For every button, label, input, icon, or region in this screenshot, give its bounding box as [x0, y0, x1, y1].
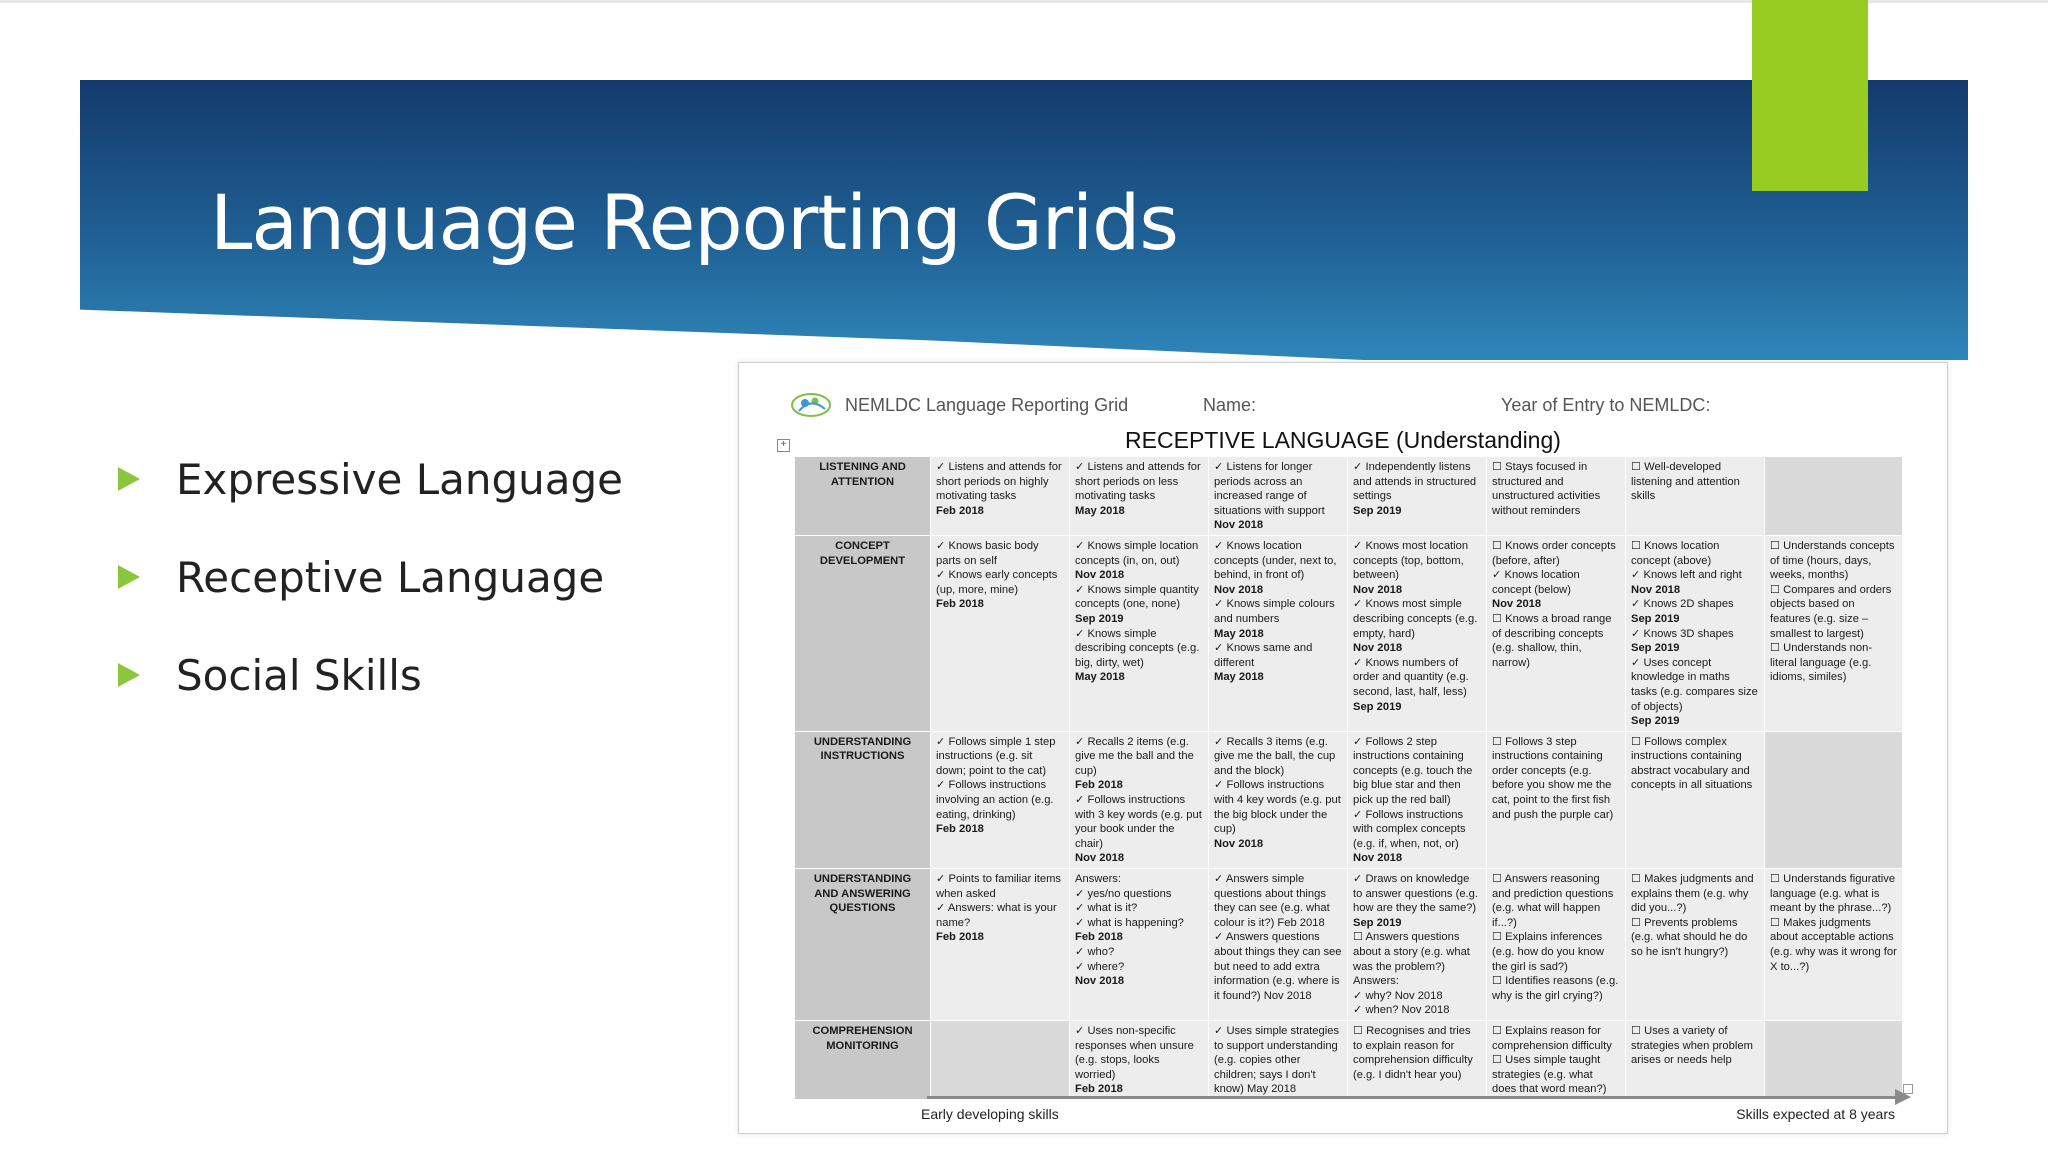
achieved-date: Nov 2018	[1075, 569, 1125, 582]
grid-cell[interactable]	[1209, 869, 1348, 1021]
achieved-date: May 2018	[1214, 671, 1264, 684]
achieved-date: Feb 2018	[1075, 779, 1123, 792]
skill-text: ✓ Follows instructions with 4 key words (e.g. put the big block under the cup)	[1214, 779, 1341, 836]
achieved-date: Sep 2019	[1353, 504, 1402, 517]
skill-text: ✓ Knows simple colours and numbers	[1214, 598, 1335, 625]
achieved-date: Nov 2018	[1353, 583, 1403, 596]
achieved-date: May 2018	[1075, 504, 1125, 517]
skill-text: ✓ Uses simple strategies to support understanding (e.g. copies other children; says I don't know) May 2018	[1214, 1024, 1340, 1096]
skill-text: ☐ Follows 3 step instructions containing order concepts (e.g. before you show me the cat, point to the first fish and push the purple car)	[1492, 735, 1614, 821]
name-label: Name:	[1203, 395, 1257, 415]
triangle-right-icon	[118, 663, 140, 687]
progression-arrow	[927, 1096, 1897, 1099]
skill-text: ✓ Listens for longer periods across an increased range of situations with support	[1214, 461, 1325, 517]
grid-cell[interactable]	[931, 1020, 1070, 1099]
row-heading-line: UNDERSTANDING	[813, 873, 912, 886]
grid-cell[interactable]	[1487, 1020, 1626, 1099]
grid-cell[interactable]	[931, 869, 1070, 1021]
skill-text: ✓ Knows most location concepts (top, bottom, between)	[1353, 539, 1469, 582]
skill-text: ☐ Knows a broad range of describing concepts (e.g. shallow, thin, narrow)	[1492, 612, 1612, 669]
grid-cell[interactable]	[1070, 535, 1209, 731]
achieved-date: Nov 2018	[1075, 852, 1125, 865]
skill-text: ✓ yes/no questions	[1075, 887, 1172, 900]
skill-text: Answers:	[1075, 873, 1122, 886]
skill-text: ✓ Knows location concept (below)	[1492, 569, 1580, 596]
skill-text: ✓ Recalls 3 items (e.g. give me the ball, the cup and the block)	[1214, 735, 1336, 777]
document-header	[789, 393, 1907, 421]
skill-text: ✓ Listens and attends for short periods on highly motivating tasks	[936, 461, 1062, 503]
bullet-text: Social Skills	[176, 650, 422, 700]
achieved-date: Nov 2018	[1492, 598, 1542, 611]
grid-cell[interactable]	[1348, 731, 1487, 868]
skill-text: ☐ Uses a variety of strategies when problem arises or needs help	[1631, 1024, 1753, 1067]
skill-text: ☐ Identifies reasons (e.g. why is the girl crying?)	[1492, 975, 1619, 1002]
skill-text: ✓ why? Nov 2018	[1353, 989, 1443, 1002]
row-heading-line: DEVELOPMENT	[819, 554, 906, 567]
achieved-date: Feb 2018	[936, 598, 984, 611]
skill-text: ✓ where?	[1075, 960, 1125, 973]
grid-cell[interactable]	[1209, 535, 1348, 731]
skill-text: ☐ Explains reason for comprehension difficulty	[1492, 1024, 1612, 1052]
grid-cell[interactable]	[931, 457, 1070, 536]
grid-cell[interactable]	[1209, 731, 1348, 868]
grid-row	[795, 869, 1903, 1021]
skill-text: ✓ Recalls 2 items (e.g. give me the ball and the cup)	[1075, 735, 1194, 777]
achieved-date: Feb 2018	[1075, 931, 1123, 944]
achieved-date: Sep 2019	[1631, 715, 1680, 728]
achieved-date: Sep 2019	[1631, 642, 1680, 655]
triangle-right-icon	[118, 565, 140, 589]
skill-text: ✓ Knows early concepts (up, more, mine)	[936, 569, 1058, 596]
skill-text: ✓ Knows simple describing concepts (e.g. big, dirty, wet)	[1075, 627, 1200, 669]
grid-cell[interactable]	[1070, 1020, 1209, 1099]
skill-text: ☐ Knows location concept (above)	[1631, 539, 1720, 567]
window-top-border	[0, 0, 2048, 3]
bullet-text: Receptive Language	[176, 552, 605, 602]
skill-text: ✓ when? Nov 2018	[1353, 1004, 1450, 1017]
bullet-text: Expressive Language	[176, 454, 623, 504]
row-heading	[795, 731, 931, 868]
grid-cell[interactable]	[1626, 869, 1765, 1021]
skill-text: ☐ Understands figurative language (e.g. what is meant by the phrase...?)	[1770, 873, 1896, 915]
skill-text: ☐ Makes judgments and explains them (e.g. why did you...?)	[1631, 873, 1754, 915]
grid-cell[interactable]	[1070, 457, 1209, 536]
achieved-date: Nov 2018	[1214, 837, 1264, 850]
grid-cell[interactable]	[1487, 869, 1626, 1021]
skill-text: ✓ Points to familiar items when asked	[936, 873, 1062, 900]
row-heading	[795, 535, 931, 731]
footer-early-skills: Early developing skills	[921, 1106, 1059, 1122]
skill-text: ✓ Answers: what is your name?	[936, 902, 1057, 929]
grid-row	[795, 535, 1903, 731]
skill-text: ☐ Stays focused in structured and unstructured activities without reminders	[1492, 461, 1601, 517]
table-move-handle[interactable]: +	[777, 439, 790, 452]
triangle-right-icon	[118, 467, 140, 491]
bullet-item	[118, 626, 623, 724]
achieved-date: Nov 2018	[1075, 975, 1125, 988]
bullet-item	[118, 528, 623, 626]
skill-text: ☐ Recognises and tries to explain reason for comprehension difficulty (e.g. I didn't hear you)	[1353, 1024, 1473, 1081]
skill-text: ✓ Knows 3D shapes	[1631, 627, 1734, 640]
grid-cell[interactable]	[1626, 457, 1765, 536]
skill-text: ☐ Compares and orders objects based on features (e.g. size – smallest to largest)	[1770, 583, 1892, 640]
grid-cell[interactable]	[1209, 457, 1348, 536]
section-title: RECEPTIVE LANGUAGE (Understanding)	[1125, 427, 1561, 453]
row-heading-line: AND ANSWERING	[814, 887, 911, 900]
skill-text: ✓ Knows left and right	[1631, 569, 1742, 582]
achieved-date: Feb 2018	[936, 823, 984, 836]
grid-cell[interactable]	[1070, 731, 1209, 868]
skill-text: ✓ Follows instructions with complex concepts (e.g. if, when, not, or)	[1353, 808, 1466, 850]
nemldc-logo-icon	[789, 389, 833, 419]
skill-text: Answers:	[1353, 975, 1400, 988]
skill-text: ✓ Draws on knowledge to answer questions (e.g. how are they the same?)	[1353, 873, 1478, 915]
skill-text: ✓ Knows 2D shapes	[1631, 598, 1734, 611]
row-heading	[795, 1020, 931, 1099]
skill-text: ✓ what is happening?	[1075, 916, 1184, 929]
achieved-date: Feb 2018	[936, 931, 984, 944]
grid-cell[interactable]	[1348, 869, 1487, 1021]
achieved-date: May 2018	[1214, 627, 1264, 640]
row-heading-line: LISTENING AND	[819, 461, 906, 473]
grid-cell[interactable]	[1765, 869, 1903, 1021]
skill-text: ✓ Follows simple 1 step instructions (e.g. sit down; point to the cat)	[936, 735, 1056, 777]
skill-text: ☐ Understands non-literal language (e.g. idioms, similes)	[1770, 642, 1873, 684]
skill-text: ✓ what is it?	[1075, 902, 1138, 915]
skill-text: ✓ Listens and attends for short periods on less motivating tasks	[1075, 461, 1201, 503]
achieved-date: May 2018	[1075, 671, 1125, 684]
achieved-date: Nov 2018	[1214, 583, 1264, 596]
row-heading-line: COMPREHENSION	[812, 1024, 913, 1037]
skill-text: ✓ Knows same and different	[1214, 642, 1313, 669]
skill-text: ✓ Knows basic body parts on self	[936, 539, 1039, 567]
skill-text: ☐ Uses simple taught strategies (e.g. what does that word mean?)	[1492, 1054, 1607, 1096]
skill-text: ✓ Follows instructions with 3 key words (e.g. put your book under the chair)	[1075, 794, 1202, 850]
achieved-date: Sep 2019	[1353, 700, 1402, 713]
grid-cell[interactable]	[1209, 1020, 1348, 1099]
skill-text: ☐ Understands concepts of time (hours, days, weeks, months)	[1770, 539, 1895, 582]
skill-text: ✓ Knows most simple describing concepts (e.g. empty, hard)	[1353, 598, 1478, 640]
grid-row	[795, 457, 1903, 536]
skill-text: ✓ Knows numbers of order and quantity (e.g. second, last, half, less)	[1353, 656, 1469, 698]
document-header-title: NEMLDC Language Reporting Grid	[845, 395, 1129, 415]
skill-text: ✓ Uses concept knowledge in maths tasks (e.g. compares size of objects)	[1631, 656, 1758, 713]
bullet-item	[118, 430, 623, 528]
reporting-grid-document	[738, 362, 1948, 1134]
skill-text: ☐ Answers reasoning and prediction questions (e.g. what will happen if...?)	[1492, 873, 1614, 929]
skill-text: ☐ Follows complex instructions containing abstract vocabulary and concepts in all situations	[1631, 735, 1753, 792]
skill-text: ✓ who?	[1075, 946, 1115, 958]
skill-text: ☐ Knows order concepts (before, after)	[1492, 539, 1616, 567]
grid-cell[interactable]	[1765, 457, 1903, 536]
grid-cell[interactable]	[1487, 731, 1626, 868]
grid-cell[interactable]	[1765, 731, 1903, 868]
achieved-date: Sep 2019	[1631, 612, 1680, 625]
skill-text: ☐ Prevents problems (e.g. what should he do so he isn't hungry?)	[1631, 916, 1748, 958]
skill-text: ✓ Follows 2 step instructions containing concepts (e.g. touch the big blue star and then pick up the red ball)	[1353, 735, 1473, 807]
grid-cell[interactable]	[1348, 535, 1487, 731]
skill-text: ✓ Independently listens and attends in structured settings	[1353, 461, 1477, 503]
achieved-date: Feb 2018	[936, 504, 984, 517]
row-heading-line: MONITORING	[826, 1039, 899, 1052]
grid-cell[interactable]	[931, 731, 1070, 868]
grid-cell[interactable]	[1765, 1020, 1903, 1099]
row-heading-line: ATTENTION	[830, 475, 895, 488]
row-heading-line: CONCEPT	[835, 539, 890, 552]
bullet-list	[118, 430, 623, 724]
row-heading	[795, 869, 931, 1021]
grid-cell[interactable]	[1487, 457, 1626, 536]
grid-cell[interactable]	[1348, 1020, 1487, 1099]
grid-row	[795, 731, 1903, 868]
row-heading	[795, 457, 931, 536]
footer-expected-skills: Skills expected at 8 years	[1736, 1106, 1895, 1122]
resize-handle[interactable]	[1903, 1084, 1913, 1094]
row-heading-line: UNDERSTANDING	[813, 735, 912, 748]
skill-text: ✓ Knows simple location concepts (in, on, out)	[1075, 539, 1199, 567]
achieved-date: Nov 2018	[1631, 583, 1681, 596]
skill-text: ✓ Knows location concepts (under, next to, behind, in front of)	[1214, 539, 1337, 582]
grid-cell[interactable]	[1070, 869, 1209, 1021]
skill-text: ✓ Answers questions about things they can see but need to add extra information (e.g. where is it found?) Nov 2018	[1214, 931, 1342, 1002]
grid-row	[795, 1020, 1903, 1099]
accent-tab	[1752, 0, 1868, 191]
achieved-date: Sep 2019	[1353, 916, 1402, 929]
skill-text: ☐ Answers questions about a story (e.g. what was the problem?)	[1353, 931, 1470, 973]
grid-cell[interactable]	[1348, 457, 1487, 536]
achieved-date: Nov 2018	[1353, 642, 1403, 655]
row-heading-line: INSTRUCTIONS	[820, 750, 905, 763]
skill-text: ☐ Makes judgments about acceptable actions (e.g. why was it wrong for X to...?)	[1770, 916, 1897, 973]
skill-text: ✓ Uses non-specific responses when unsure (e.g. stops, looks worried)	[1075, 1024, 1194, 1081]
achieved-date: Feb 2018	[1075, 1083, 1123, 1096]
skill-text: ☐ Explains inferences (e.g. how do you know the girl is sad?)	[1492, 931, 1604, 973]
skill-text: ☐ Well-developed listening and attention skills	[1631, 461, 1740, 503]
grid-cell[interactable]	[1626, 535, 1765, 731]
skills-grid-table	[794, 456, 1903, 1100]
skill-text: ✓ Follows instructions involving an action (e.g. eating, drinking)	[936, 779, 1054, 821]
achieved-date: Nov 2018	[1214, 519, 1264, 532]
slide-title: Language Reporting Grids	[210, 178, 1178, 267]
row-heading-line: QUESTIONS	[829, 902, 896, 915]
skill-text: ✓ Knows simple quantity concepts (one, none)	[1075, 583, 1199, 611]
grid-cell[interactable]	[1487, 535, 1626, 731]
achieved-date: Nov 2018	[1353, 852, 1403, 865]
grid-cell[interactable]	[931, 535, 1070, 731]
achieved-date: Sep 2019	[1075, 612, 1124, 625]
grid-cell[interactable]	[1626, 731, 1765, 868]
grid-cell[interactable]	[1626, 1020, 1765, 1099]
year-of-entry-label: Year of Entry to NEMLDC:	[1501, 395, 1711, 415]
skill-text: ✓ Answers simple questions about things they can see (e.g. what colour is it?) Feb 2018	[1214, 873, 1330, 929]
grid-cell[interactable]	[1765, 535, 1903, 731]
